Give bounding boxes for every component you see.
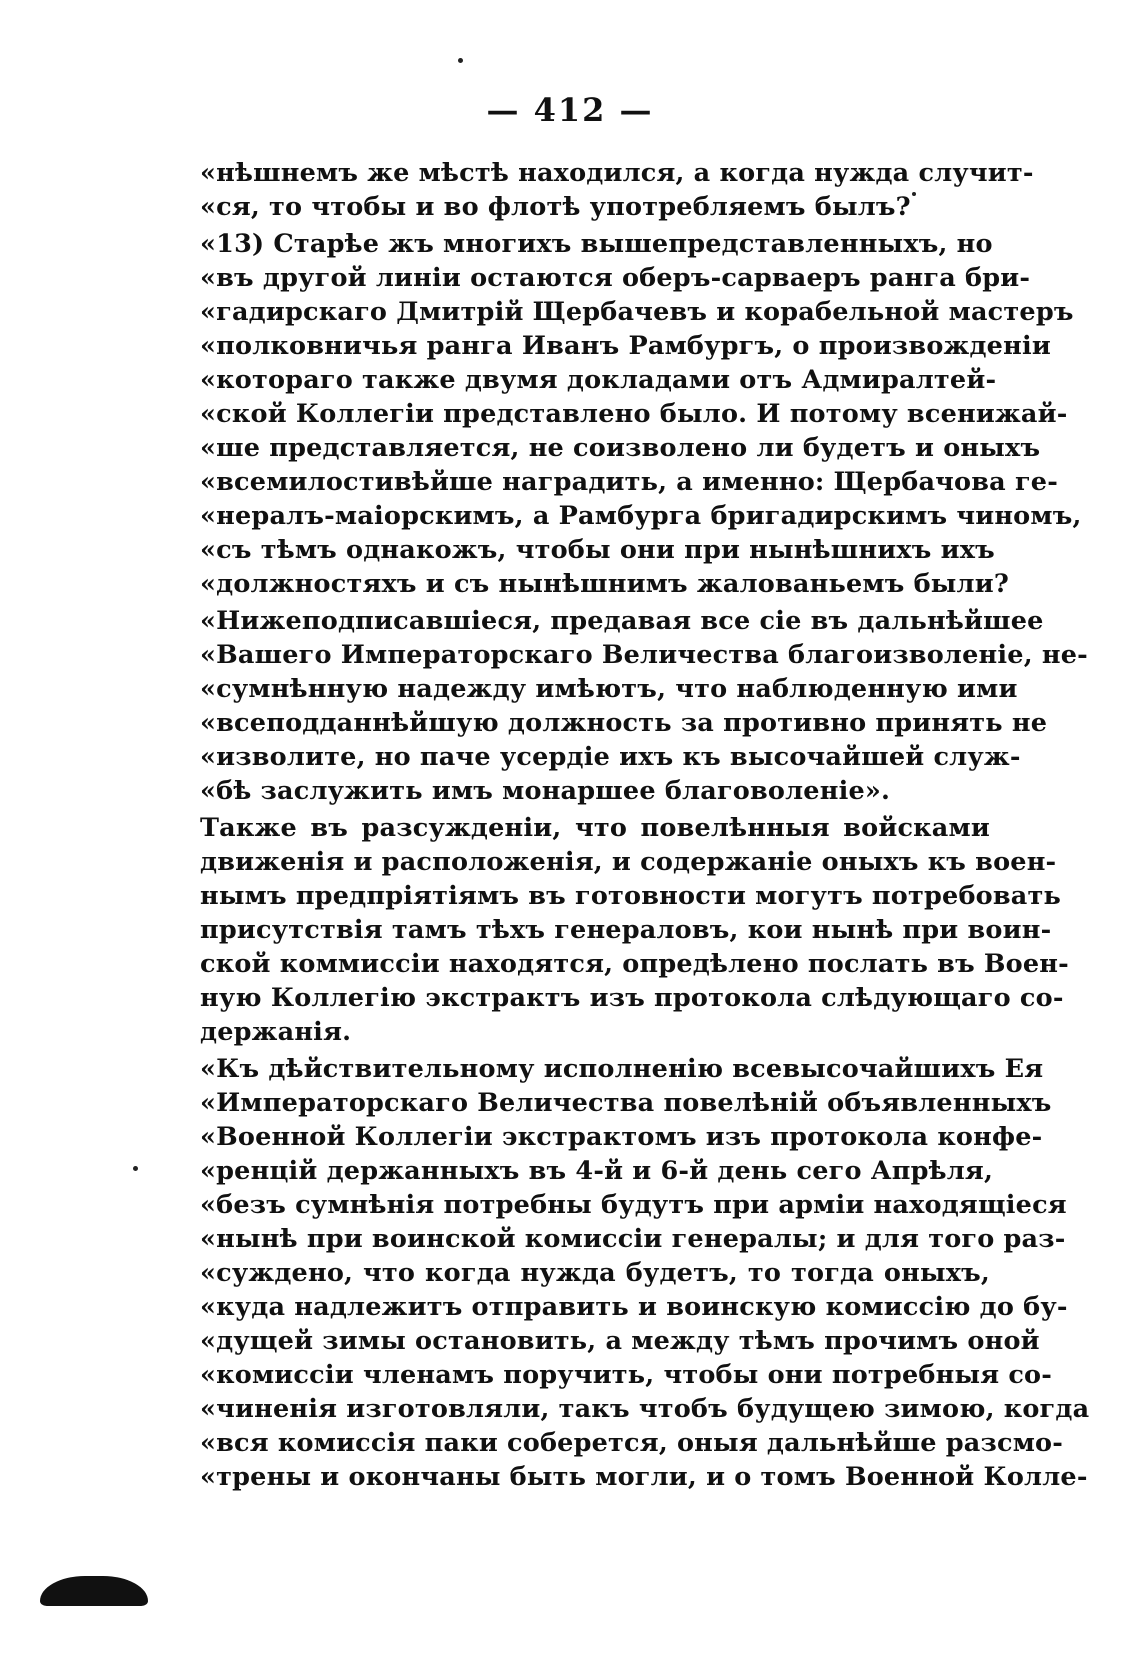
text-line: присутствія тамъ тѣхъ генераловъ, кои нынѣ при воин- <box>200 915 1052 945</box>
text-line: «должностяхъ и съ нынѣшнимъ жалованьемъ были? <box>200 569 1009 599</box>
text-line: «бѣ заслужить имъ монаршее благоволеніе». <box>200 776 891 806</box>
text-line: «ской Коллегіи представлено было. И потому всенижай- <box>200 399 1068 429</box>
text-line: «сумнѣнную надежду имѣютъ, что наблюденную ими <box>200 674 1018 704</box>
text-line: «вся комиссія паки соберется, оныя дальнѣйше разсмо- <box>200 1428 1064 1458</box>
text-line: «ше представляется, не соизволено ли будетъ и оныхъ <box>200 433 1041 463</box>
text-line: ской коммиссіи находятся, опредѣлено послать въ Воен- <box>200 949 1069 979</box>
text-line: «безъ сумнѣнія потребны будутъ при арміи находящіеся <box>200 1190 1067 1220</box>
text-line: «Къ дѣйствительному исполненію всевысочайшихъ Ея <box>200 1054 1044 1084</box>
text-line: «Нижеподписавшіеся, предавая все сіе въ дальнѣйшее <box>200 606 1044 636</box>
text-line: «комиссіи членамъ поручить, чтобы они потребныя со- <box>200 1360 1053 1390</box>
text-line: «чиненія изготовляли, такъ чтобъ будущею зимою, когда <box>200 1394 1090 1424</box>
text-line: «изволите, но паче усердіе ихъ къ высочайшей служ- <box>200 742 1021 772</box>
text-line: «Императорскаго Величества повелѣній объявленныхъ <box>200 1088 1052 1118</box>
text-line: ную Коллегію экстрактъ изъ протокола слѣдующаго со- <box>200 983 1064 1013</box>
ink-speck <box>458 58 463 63</box>
text-line: «трены и окончаны быть могли, и о томъ Военной Колле- <box>200 1462 1088 1492</box>
text-line: «съ тѣмъ однакожъ, чтобы они при нынѣшнихъ ихъ <box>200 535 995 565</box>
text-line: «нынѣ при воинской комиссіи генералы; и для того раз- <box>200 1224 1066 1254</box>
text-line: держанія. <box>200 1017 352 1047</box>
text-line: «ся, то чтобы и во флотѣ употребляемъ былъ? <box>200 192 911 222</box>
text-line: «полковничья ранга Иванъ Рамбургъ, о произвожденіи <box>200 331 1051 361</box>
text-line: нымъ предпріятіямъ въ готовности могутъ потребовать <box>200 881 1062 911</box>
text-line: «Военной Коллегіи экстрактомъ изъ протокола конфе- <box>200 1122 1043 1152</box>
text-line: «13) Старѣе жъ многихъ вышепредставленныхъ, но <box>200 229 993 259</box>
text-line: «въ другой линіи остаются оберъ-сарваеръ ранга бри- <box>200 263 1031 293</box>
text-line: «куда надлежитъ отправить и воинскую комиссію до бу- <box>200 1292 1068 1322</box>
text-line: «ренцій держанныхъ въ 4-й и 6-й день сего Апрѣля, <box>200 1156 994 1186</box>
text-line: «суждено, что когда нужда будетъ, то тогда оныхъ, <box>200 1258 990 1288</box>
body-text <box>200 156 1090 1494</box>
text-line: «дущей зимы остановить, а между тѣмъ прочимъ оной <box>200 1326 1040 1356</box>
text-line: «котораго также двумя докладами отъ Адмиралтей- <box>200 365 997 395</box>
text-line: «всемилостивѣйше наградить, а именно: Щербачова ге- <box>200 467 1059 497</box>
text-line: «нералъ-маіорскимъ, а Рамбурга бригадирскимъ чиномъ, <box>200 501 1082 531</box>
ink-speck <box>133 1166 138 1171</box>
page-number: — 412 — <box>486 91 654 129</box>
ink-smudge <box>40 1576 148 1606</box>
text-line: движенія и расположенія, и содержаніе оныхъ къ воен- <box>200 847 1057 877</box>
text-line: «нѣшнемъ же мѣстѣ находился, а когда нужда случит- <box>200 158 1034 188</box>
text-line: «всеподданнѣйшую должность за противно принять не <box>200 708 1048 738</box>
text-line: «гадирскаго Дмитрій Щербачевъ и корабельной мастеръ <box>200 297 1074 327</box>
text-line: «Вашего Императорскаго Величества благоизволеніе, не- <box>200 640 1088 670</box>
text-line: Также въ разсужденіи, что повелѣнныя войсками <box>200 813 990 843</box>
